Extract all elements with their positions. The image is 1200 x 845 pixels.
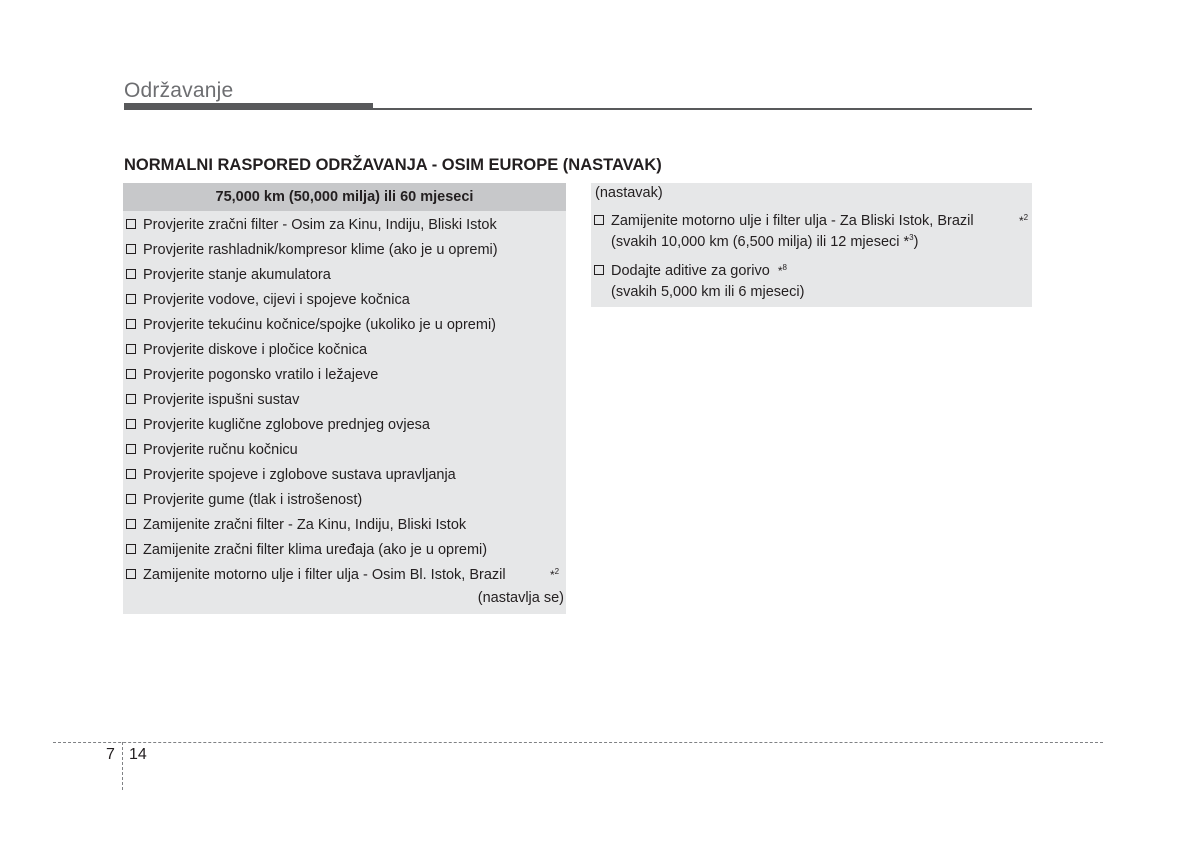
page-number: 14	[129, 746, 147, 763]
footer-divider	[122, 742, 123, 790]
list-item	[123, 440, 566, 465]
item-text: Provjerite kuglične zglobove prednjeg ovjesa	[143, 417, 430, 433]
footnote-ref: *$^2$	[550, 567, 560, 582]
schedule-heading: NORMALNI RASPORED ODRŽAVANJA - OSIM EUROPE (NASTAVAK)	[124, 156, 662, 174]
checkbox-icon	[126, 419, 136, 429]
checkbox-icon	[126, 244, 136, 254]
checkbox-icon	[594, 215, 604, 225]
item-text: Provjerite spojeve i zglobove sustava upravljanja	[143, 467, 456, 483]
list-item	[123, 565, 566, 590]
continued-note: (nastavak)	[595, 185, 663, 201]
checkbox-icon	[126, 369, 136, 379]
checkbox-icon	[126, 269, 136, 279]
list-item	[123, 290, 566, 315]
item-interval: (svakih 5,000 km ili 6 mjeseci)	[611, 284, 805, 300]
checkbox-icon	[126, 469, 136, 479]
checkbox-icon	[126, 544, 136, 554]
list-item	[123, 490, 566, 515]
checkbox-icon	[126, 394, 136, 404]
item-text: Provjerite rashladnik/kompresor klime (ako je u opremi)	[143, 242, 498, 258]
item-text: Dodajte aditive za gorivo	[611, 263, 770, 279]
item-text: Provjerite gume (tlak i istrošenost)	[143, 492, 363, 508]
item-text: Provjerite tekućinu kočnice/spojke (ukoliko je u opremi)	[143, 317, 496, 333]
item-text: Provjerite ručnu kočnicu	[143, 442, 298, 458]
left-item-list	[123, 215, 566, 590]
list-item	[123, 540, 566, 565]
checkbox-icon	[594, 265, 604, 275]
footnote-ref: *$^2$	[1019, 213, 1029, 228]
checkbox-icon	[126, 444, 136, 454]
item-text: Provjerite vodove, cijevi i spojeve kočnica	[143, 292, 410, 308]
list-item	[123, 465, 566, 490]
item-text: Provjerite stanje akumulatora	[143, 267, 331, 283]
list-item	[123, 340, 566, 365]
list-item	[123, 315, 566, 340]
list-item	[594, 261, 804, 303]
checkbox-icon	[126, 319, 136, 329]
list-item	[123, 215, 566, 240]
checkbox-icon	[126, 219, 136, 229]
continues-note: (nastavlja se)	[477, 590, 564, 606]
item-text: Provjerite ispušni sustav	[143, 392, 300, 408]
list-item	[123, 515, 566, 540]
checkbox-icon	[126, 494, 136, 504]
chapter-number: 7	[106, 746, 115, 763]
item-text: Zamijenite motorno ulje i filter ulja - Osim Bl. Istok, Brazil	[143, 567, 506, 583]
checkbox-icon	[126, 344, 136, 354]
item-text: Zamijenite zračni filter klima uređaja (ako je u opremi)	[143, 542, 488, 558]
list-item	[123, 240, 566, 265]
checkbox-icon	[126, 569, 136, 579]
title-rule	[124, 108, 1032, 110]
item-text: Provjerite zračni filter - Osim za Kinu, Indiju, Bliski Istok	[143, 217, 497, 233]
list-item	[123, 415, 566, 440]
item-text: Provjerite diskove i pločice kočnica	[143, 342, 368, 358]
item-text: Zamijenite motorno ulje i filter ulja - Za Bliski Istok, Brazil	[611, 213, 974, 229]
left-schedule-box	[123, 183, 566, 614]
list-item	[594, 211, 1030, 253]
item-text: Provjerite pogonsko vratilo i ležajeve	[143, 367, 379, 383]
item-interval: (svakih 10,000 km (6,500 milja) ili 12 mjeseci *$^3$)	[611, 233, 919, 250]
list-item	[123, 365, 566, 390]
interval-header: 75,000 km (50,000 milja) ili 60 mjeseci	[123, 183, 566, 211]
checkbox-icon	[126, 519, 136, 529]
list-item	[123, 265, 566, 290]
section-title: Održavanje	[124, 79, 234, 102]
item-text: Zamijenite zračni filter - Za Kinu, Indiju, Bliski Istok	[143, 517, 467, 533]
list-item	[123, 390, 566, 415]
footer-rule	[53, 742, 1103, 743]
footnote-ref: *$^8$	[777, 263, 787, 278]
right-schedule-box	[591, 183, 1032, 307]
checkbox-icon	[126, 294, 136, 304]
